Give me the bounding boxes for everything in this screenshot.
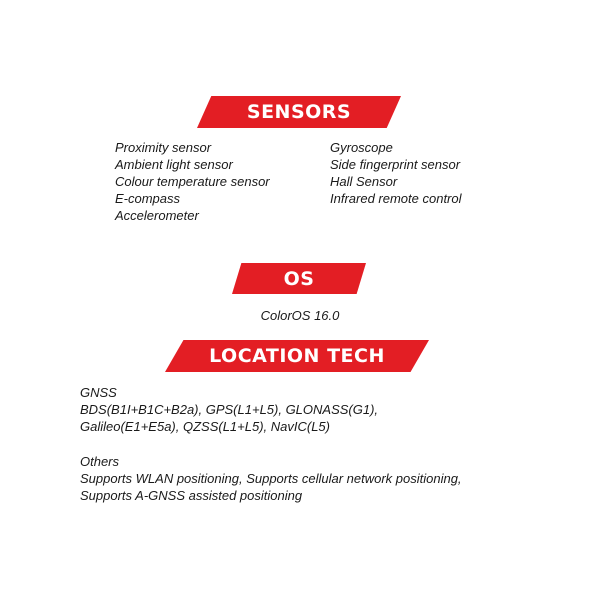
sensors-list-right bbox=[330, 139, 462, 207]
gnss-block bbox=[80, 384, 378, 435]
sensors-list-left bbox=[115, 139, 270, 224]
others-heading: Others bbox=[80, 454, 120, 469]
sensor-item: Side fingerprint sensor bbox=[330, 157, 461, 172]
os-title: OS bbox=[283, 267, 315, 290]
sensor-item: Colour temperature sensor bbox=[115, 174, 270, 189]
location-title: LOCATION TECH bbox=[209, 345, 385, 367]
sensors-title: SENSORS bbox=[246, 101, 352, 123]
os-value: ColorOS 16.0 bbox=[260, 308, 340, 323]
others-line: Supports A-GNSS assisted positioning bbox=[80, 488, 303, 503]
sensors-banner bbox=[197, 96, 401, 128]
gnss-line: BDS(B1I+B1C+B2a), GPS(L1+L5), GLONASS(G1), bbox=[80, 402, 379, 417]
gnss-heading: GNSS bbox=[80, 385, 117, 400]
sensor-item: Hall Sensor bbox=[330, 174, 398, 189]
gnss-line: Galileo(E1+E5a), QZSS(L1+L5), NavIC(L5) bbox=[80, 419, 330, 434]
location-banner bbox=[165, 340, 429, 372]
sensor-item: Proximity sensor bbox=[115, 140, 212, 155]
os-banner bbox=[232, 263, 366, 294]
sensor-item: Gyroscope bbox=[330, 140, 393, 155]
sensor-item: Infrared remote control bbox=[330, 191, 462, 206]
others-block bbox=[80, 453, 462, 504]
sensor-item: E-compass bbox=[115, 191, 181, 206]
others-line: Supports WLAN positioning, Supports cellular network positioning, bbox=[80, 471, 462, 486]
sensor-item: Accelerometer bbox=[115, 208, 199, 223]
sensor-item: Ambient light sensor bbox=[115, 157, 233, 172]
